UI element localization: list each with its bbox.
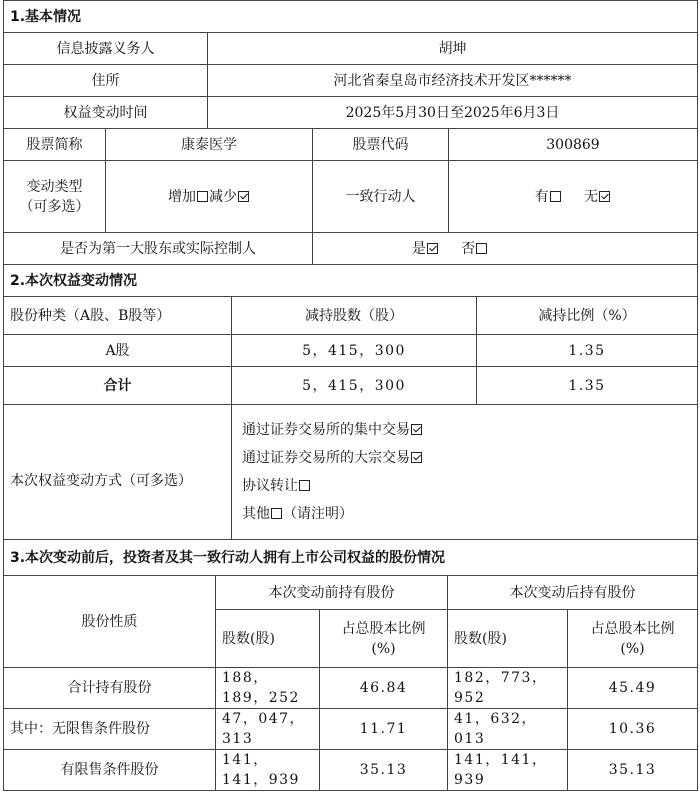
controller-no-checkbox[interactable] — [476, 243, 487, 254]
concert-no-label: 无 — [584, 188, 599, 205]
after-ratio: 10.36 — [568, 709, 698, 750]
section3-title: 3.本次变动前后，投资者及其一致行动人拥有上市公司权益的股份情况 — [4, 540, 698, 576]
row-total-ratio: 1.35 — [477, 367, 698, 405]
share-nature-label: 股份性质 — [4, 576, 216, 668]
method-3-checkbox[interactable] — [271, 508, 282, 519]
discloser-label: 信息披露义务人 — [4, 33, 208, 65]
method-option — [242, 416, 691, 444]
method-2-checkbox[interactable] — [299, 480, 310, 491]
row-label: 其中：无限售条件股份 — [4, 709, 216, 750]
stock-name-label: 股票简称 — [4, 129, 106, 161]
holdings-table — [3, 539, 698, 791]
stock-name-value: 康泰医学 — [106, 129, 313, 161]
table-row — [4, 709, 698, 750]
before-shares: 47，047，313 — [216, 709, 320, 750]
row-a-type: A股 — [4, 335, 232, 367]
controller-yes-label: 是 — [411, 240, 426, 257]
table-row — [4, 367, 698, 405]
change-type-label-line1: 变动类型 — [26, 178, 83, 195]
controller-yes-checkbox[interactable] — [427, 243, 438, 254]
discloser-value: 胡坤 — [208, 33, 698, 65]
header-reduced-ratio: 减持比例（%） — [477, 297, 698, 335]
after-holdings-label: 本次变动后持有股份 — [448, 576, 698, 610]
stock-code-label: 股票代码 — [313, 129, 449, 161]
period-label: 权益变动时间 — [4, 97, 208, 129]
ratio-header-line1: 占总股本比例 — [341, 620, 426, 637]
after-shares: 182，773，952 — [448, 668, 568, 709]
before-shares: 141，141，939 — [216, 750, 320, 791]
method-option — [242, 500, 691, 528]
method-1-label: 通过证券交易所的大宗交易 — [242, 450, 410, 466]
after-shares: 141，141，939 — [448, 750, 568, 791]
concert-yes-checkbox[interactable] — [550, 191, 561, 202]
address-value: 河北省秦皇岛市经济技术开发区****** — [208, 65, 698, 97]
before-ratio: 46.84 — [320, 668, 448, 709]
change-type-options — [106, 161, 313, 233]
before-holdings-label: 本次变动前持有股份 — [216, 576, 448, 610]
increase-label: 增加 — [168, 188, 196, 205]
disclosure-document — [3, 0, 697, 791]
basic-info-table — [3, 0, 698, 265]
row-a-shares: 5，415，300 — [232, 335, 477, 367]
ratio-header-line1: 占总股本比例 — [590, 620, 675, 637]
before-ratio: 35.13 — [320, 750, 448, 791]
method-label: 本次权益变动方式（可多选） — [4, 405, 232, 540]
concert-yes-label: 有 — [534, 188, 549, 205]
method-option — [242, 444, 691, 472]
before-ratio-header — [320, 610, 448, 668]
decrease-label: 减少 — [209, 188, 237, 205]
after-ratio-header — [568, 610, 698, 668]
table-row — [4, 750, 698, 791]
method-0-label: 通过证券交易所的集中交易 — [242, 422, 410, 438]
controller-label: 是否为第一大股东或实际控制人 — [4, 233, 313, 265]
row-a-ratio: 1.35 — [477, 335, 698, 367]
ratio-header-line2: (%) — [620, 640, 645, 657]
header-reduced-shares: 减持股数（股） — [232, 297, 477, 335]
decrease-checkbox[interactable] — [238, 191, 249, 202]
before-shares: 188，189，252 — [216, 668, 320, 709]
method-option — [242, 472, 691, 500]
before-ratio: 11.71 — [320, 709, 448, 750]
row-label: 合计持有股份 — [4, 668, 216, 709]
method-2-label: 协议转让 — [242, 478, 298, 494]
period-value: 2025年5月30日至2025年6月3日 — [208, 97, 698, 129]
before-shares-header: 股数(股) — [216, 610, 320, 668]
controller-options — [313, 233, 698, 265]
method-0-checkbox[interactable] — [411, 424, 422, 435]
table-row — [4, 335, 698, 367]
method-options — [232, 405, 698, 540]
address-label: 住所 — [4, 65, 208, 97]
change-info-table — [3, 264, 698, 540]
method-3-note: （请注明） — [283, 506, 353, 522]
section2-title: 2.本次权益变动情况 — [4, 265, 698, 297]
after-shares: 41，632，013 — [448, 709, 568, 750]
stock-code-value: 300869 — [449, 129, 698, 161]
change-type-label — [4, 161, 106, 233]
row-label: 有限售条件股份 — [4, 750, 216, 791]
row-total-type: 合计 — [4, 367, 232, 405]
after-shares-header: 股数(股) — [448, 610, 568, 668]
increase-checkbox[interactable] — [197, 191, 208, 202]
concert-no-checkbox[interactable] — [599, 191, 610, 202]
table-row — [4, 668, 698, 709]
section1-title: 1.基本情况 — [4, 1, 698, 33]
concert-options — [449, 161, 698, 233]
after-ratio: 45.49 — [568, 668, 698, 709]
row-total-shares: 5，415，300 — [232, 367, 477, 405]
header-share-type: 股份种类（A股、B股等） — [4, 297, 232, 335]
concert-label: 一致行动人 — [313, 161, 449, 233]
ratio-header-line2: (%) — [371, 640, 396, 657]
method-3-label: 其他 — [242, 506, 270, 522]
controller-no-label: 否 — [461, 240, 476, 257]
after-ratio: 35.13 — [568, 750, 698, 791]
method-1-checkbox[interactable] — [411, 452, 422, 463]
change-type-label-line2: （可多选） — [19, 198, 90, 215]
